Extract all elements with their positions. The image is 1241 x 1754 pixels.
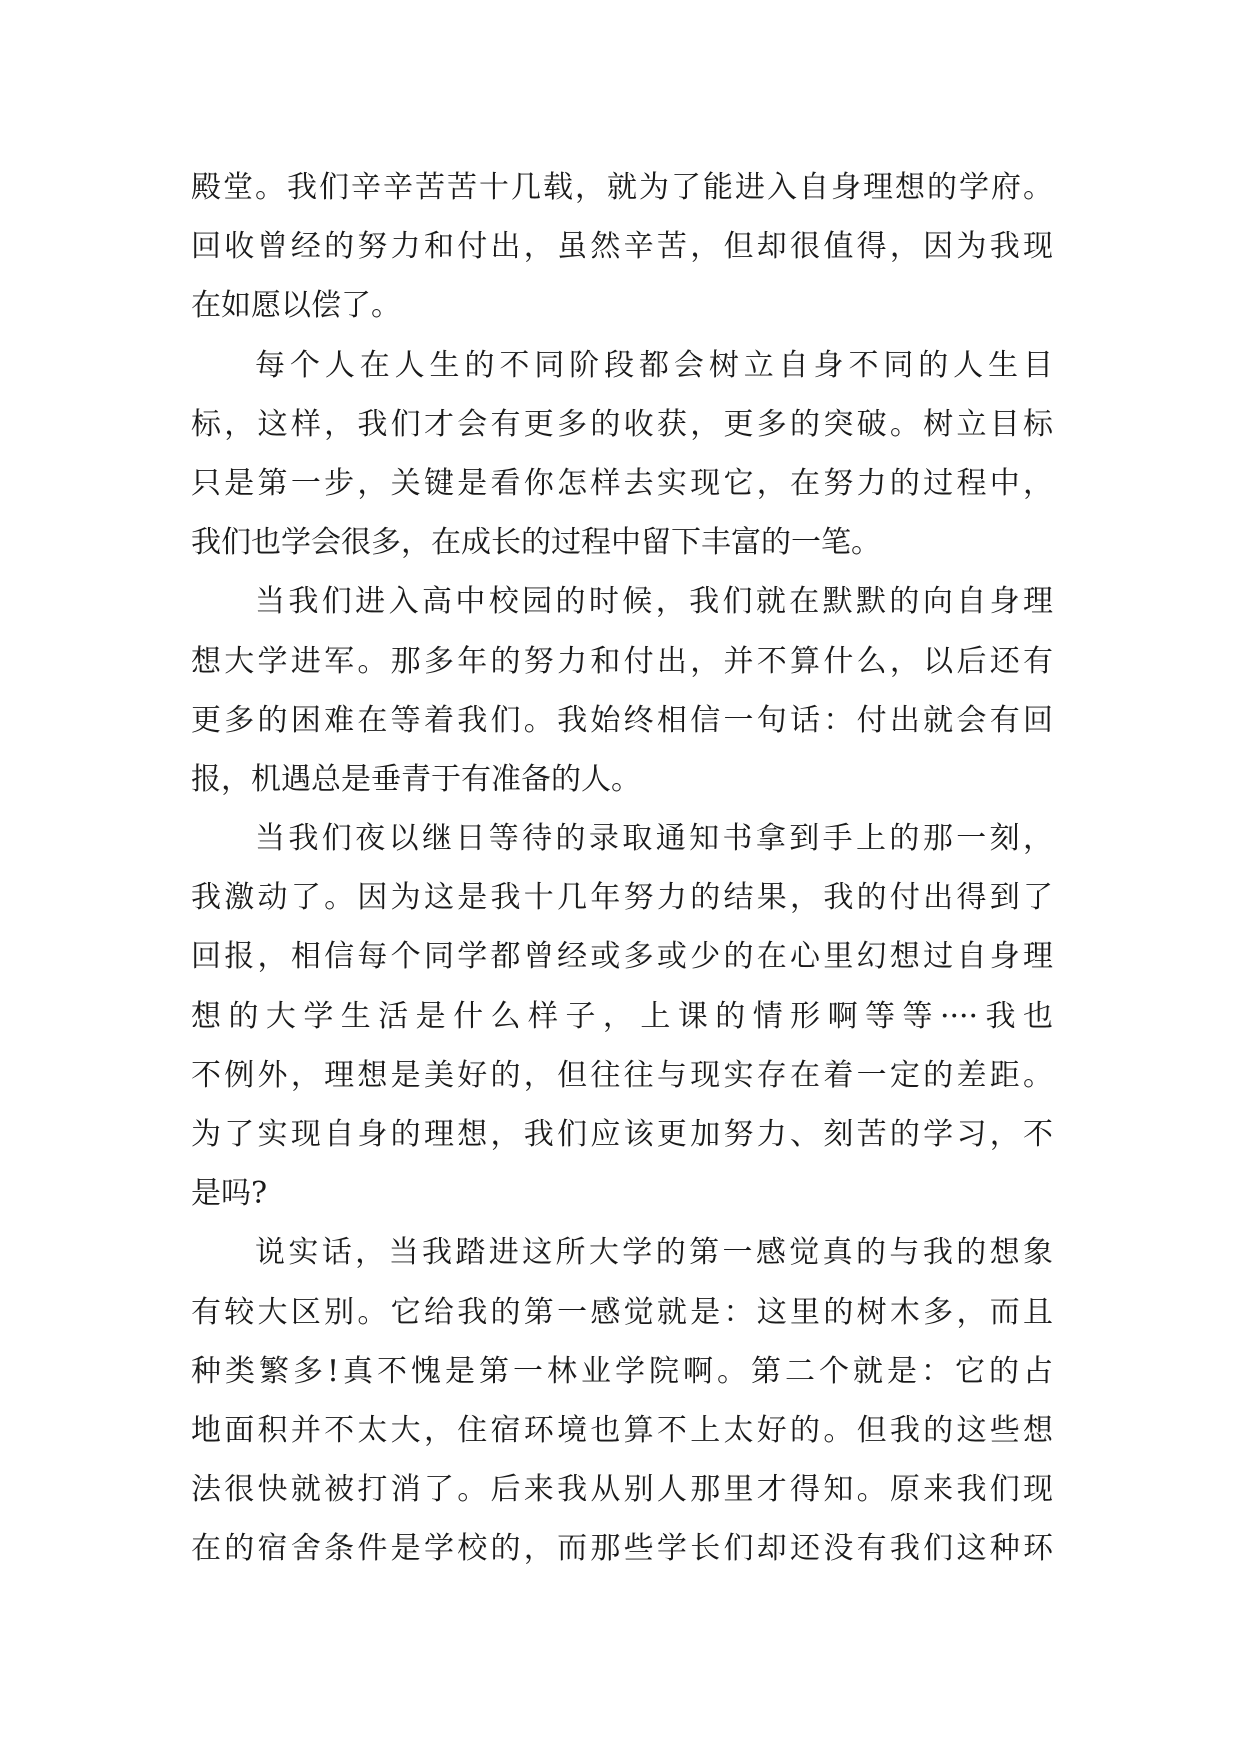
paragraph [191,809,1053,1223]
text-line: 不例外，理想是美好的，但往往与现实存在着一定的差距。 [191,1057,1053,1093]
text-line: 报，机遇总是垂青于有准备的人。 [191,761,641,797]
text-line: 当我们进入高中校园的时候，我们就在默默的向自身理 [255,584,1053,620]
text-line: 想大学进军。那多年的努力和付出，并不算什么，以后还有 [191,643,1053,679]
text-line: 更多的困难在等着我们。我始终相信一句话：付出就会有回 [191,702,1053,738]
text-line: 当我们夜以继日等待的录取通知书拿到手上的那一刻， [255,821,1053,857]
text-line: 回收曾经的努力和付出，虽然辛苦，但却很值得，因为我现 [191,229,1053,265]
paragraph [191,158,1053,336]
text-line: 说实话，当我踏进这所大学的第一感觉真的与我的想象 [255,1235,1053,1271]
text-line: 回报，相信每个同学都曾经或多或少的在心里幻想过自身理 [191,939,1053,975]
text-line: 法很快就被打消了。后来我从别人那里才得知。原来我们现 [191,1472,1053,1508]
text-line: 标，这样，我们才会有更多的收获，更多的突破。树立目标 [191,406,1053,442]
text-line: 只是第一步，关键是看你怎样去实现它，在努力的过程中， [191,465,1053,501]
text-line: 我激动了。因为这是我十几年努力的结果，我的付出得到了 [191,880,1053,916]
text-line: 为了实现自身的理想，我们应该更加努力、刻苦的学习，不 [191,1117,1053,1152]
document-body [191,158,1053,1579]
text-line: 我们也学会很多，在成长的过程中留下丰富的一笔。 [191,525,881,561]
text-line: 有较大区别。它给我的第一感觉就是：这里的树木多，而且 [191,1294,1053,1330]
paragraph [191,572,1053,809]
text-line: 每个人在人生的不同阶段都会树立自身不同的人生目 [255,347,1053,383]
text-line: 种类繁多!真不愧是第一林业学院啊。第二个就是：它的占 [191,1353,1053,1389]
text-line: 殿堂。我们辛辛苦苦十几载，就为了能进入自身理想的学府。 [191,170,1053,205]
text-line: 在的宿舍条件是学校的，而那些学长们却还没有我们这种环 [191,1531,1053,1567]
text-line: 想的大学生活是什么样子，上课的情形啊等等····我也 [191,998,1053,1034]
paragraph [191,336,1053,573]
paragraph [191,1223,1053,1578]
text-line: 是吗? [191,1176,268,1212]
text-line: 地面积并不太大，住宿环境也算不上太好的。但我的这些想 [191,1412,1053,1448]
text-line: 在如愿以偿了。 [191,288,401,324]
